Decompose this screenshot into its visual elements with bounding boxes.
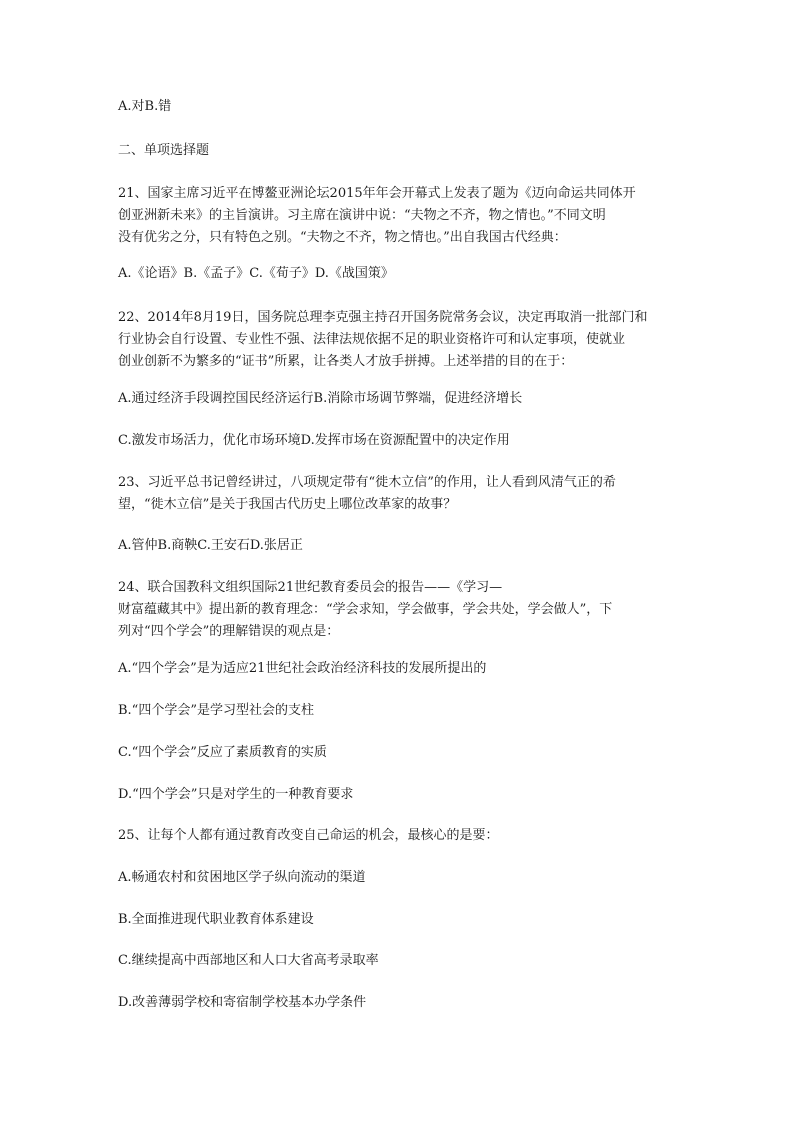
q25-option-d: D.改善薄弱学校和寄宿制学校基本办学条件 bbox=[118, 995, 367, 1010]
q20-options: A.对B.错 bbox=[118, 99, 172, 114]
section-heading: 二、单项选择题 bbox=[118, 143, 210, 158]
q24-option-b: B.“四个学会”是学习型社会的支柱 bbox=[118, 703, 314, 718]
q22-options-cd: C.激发市场活力，优化市场环境D.发挥市场在资源配置中的决定作用 bbox=[118, 433, 510, 448]
q23-stem-line-1: 23、习近平总书记曾经讲过，八项规定带有“徙木立信”的作用，让人看到风清气正的希 bbox=[118, 475, 616, 490]
q25-option-c: C.继续提高中西部地区和人口大省高考录取率 bbox=[118, 953, 379, 968]
q24-stem-line-1: 24、联合国教科文组织国际21世纪教育委员会的报告——《学习— bbox=[118, 580, 503, 595]
q24-stem-line-3: 列对“四个学会”的理解错误的观点是： bbox=[118, 624, 340, 639]
q22-stem-line-2: 行业协会自行设置、专业性不强、法律法规依据不足的职业资格许可和认定事项，使就业 bbox=[118, 332, 626, 347]
q25-option-b: B.全面推进现代职业教育体系建设 bbox=[118, 912, 314, 927]
q24-option-d: D.“四个学会”只是对学生的一种教育要求 bbox=[118, 787, 354, 802]
q22-stem-line-1: 22、2014年8月19日，国务院总理李克强主持召开国务院常务会议，决定再取消一批部门和 bbox=[118, 310, 648, 325]
q25-option-a: A.畅通农村和贫困地区学子纵向流动的渠道 bbox=[118, 870, 366, 885]
q23-options: A.管仲B.商鞅C.王安石D.张居正 bbox=[118, 538, 303, 553]
q21-stem-line-1: 21、国家主席习近平在博鳌亚洲论坛2015年年会开幕式上发表了题为《迈向命运共同体开 bbox=[118, 186, 636, 201]
q22-options-ab: A.通过经济手段调控国民经济运行B.消除市场调节弊端，促进经济增长 bbox=[118, 391, 523, 406]
q25-stem: 25、让每个人都有通过教育改变自己命运的机会，最核心的是要： bbox=[118, 828, 499, 843]
q24-option-a: A.“四个学会”是为适应21世纪社会政治经济科技的发展所提出的 bbox=[118, 661, 487, 676]
q21-stem-line-3: 没有优劣之分，只有特色之别。“夫物之不齐，物之情也。”出自我国古代经典： bbox=[118, 230, 567, 245]
q21-stem-line-2: 创亚洲新未来》的主旨演讲。习主席在演讲中说：“夫物之不齐，物之情也。”不同文明 bbox=[118, 208, 606, 223]
q21-options: A.《论语》B.《孟子》C.《荀子》D.《战国策》 bbox=[118, 266, 394, 281]
q22-stem-line-3: 创业创新不为繁多的“证书”所累，让各类人才放手拼搏。上述举措的目的在于： bbox=[118, 354, 574, 369]
q24-option-c: C.“四个学会”反应了素质教育的实质 bbox=[118, 745, 327, 760]
q24-stem-line-2: 财富蕴藏其中》提出新的教育理念：“学会求知，学会做事，学会共处，学会做人”，下 bbox=[118, 602, 613, 617]
q23-stem-line-2: 望，“徙木立信”是关于我国古代历史上哪位改革家的故事？ bbox=[118, 497, 457, 512]
